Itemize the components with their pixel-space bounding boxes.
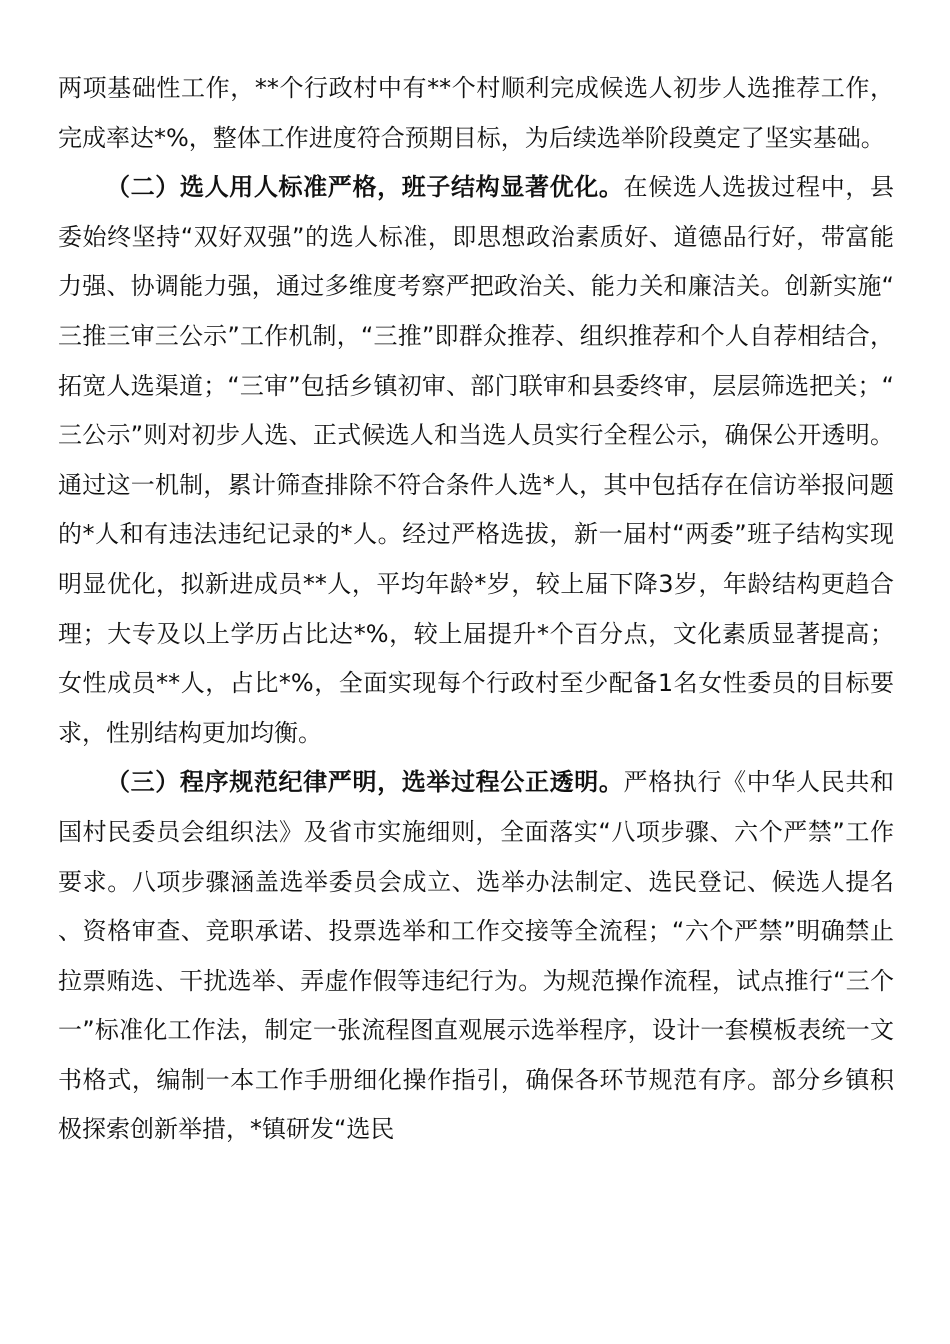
section-heading-2: （二）选人用人标准严格，班子结构显著优化。 <box>106 173 624 202</box>
paragraph-body: 在候选人选拔过程中，县委始终坚持“双好双强”的选人标准，即思想政治素质好、道德品行好，带富能力强、协调能力强，通过多维度考察严把政治关、能力关和廉洁关。创新实施“三推三审三公示”工作机制，“三推”即群众推荐、组织推荐和个人自荐相结合，拓宽人选渠道；“三审”包括乡镇初审、部门联审和县委终审，层层筛选把关；“三公示”则对初步人选、正式候选人和当选人员实行全程公示，确保公开透明。通过这一机制，累计筛查排除不符合条件人选*人，其中包括存在信访举报问题的*人和有违法违纪记录的*人。经过严格选拔，新一届村“两委”班子结构实现明显优化，拟新进成员**人，平均年龄*岁，较上届下降3岁，年龄结构更趋合理；大专及以上学历占比达*%，较上届提升*个百分点，文化素质显著提高；女性成员**人，占比*%，全面实现每个行政村至少配备1名女性委员的目标要求，性别结构更加均衡。 <box>58 173 894 747</box>
paragraph-body: 两项基础性工作，**个行政村中有**个村顺利完成候选人初步人选推荐工作，完成率达*%，整体工作进度符合预期目标，为后续选举阶段奠定了坚实基础。 <box>58 74 894 152</box>
paragraph-body: 严格执行《中华人民共和国村民委员会组织法》及省市实施细则，全面落实“八项步骤、六个严禁”工作要求。八项步骤涵盖选举委员会成立、选举办法制定、选民登记、候选人提名、资格审查、竞职承诺、投票选举和工作交接等全流程；“六个严禁”明确禁止拉票贿选、干扰选举、弄虚作假等违纪行为。为规范操作流程，试点推行“三个一”标准化工作法，制定一张流程图直观展示选举程序，设计一套模板表统一文书格式，编制一本工作手册细化操作指引，确保各环节规范有序。部分乡镇积极探索创新举措，*镇研发“选民 <box>58 768 894 1144</box>
document-page <box>58 64 894 1155</box>
paragraph-section-3 <box>58 758 894 1155</box>
paragraph-continuation <box>58 64 894 163</box>
section-heading-3: （三）程序规范纪律严明，选举过程公正透明。 <box>106 768 624 797</box>
paragraph-section-2 <box>58 163 894 758</box>
